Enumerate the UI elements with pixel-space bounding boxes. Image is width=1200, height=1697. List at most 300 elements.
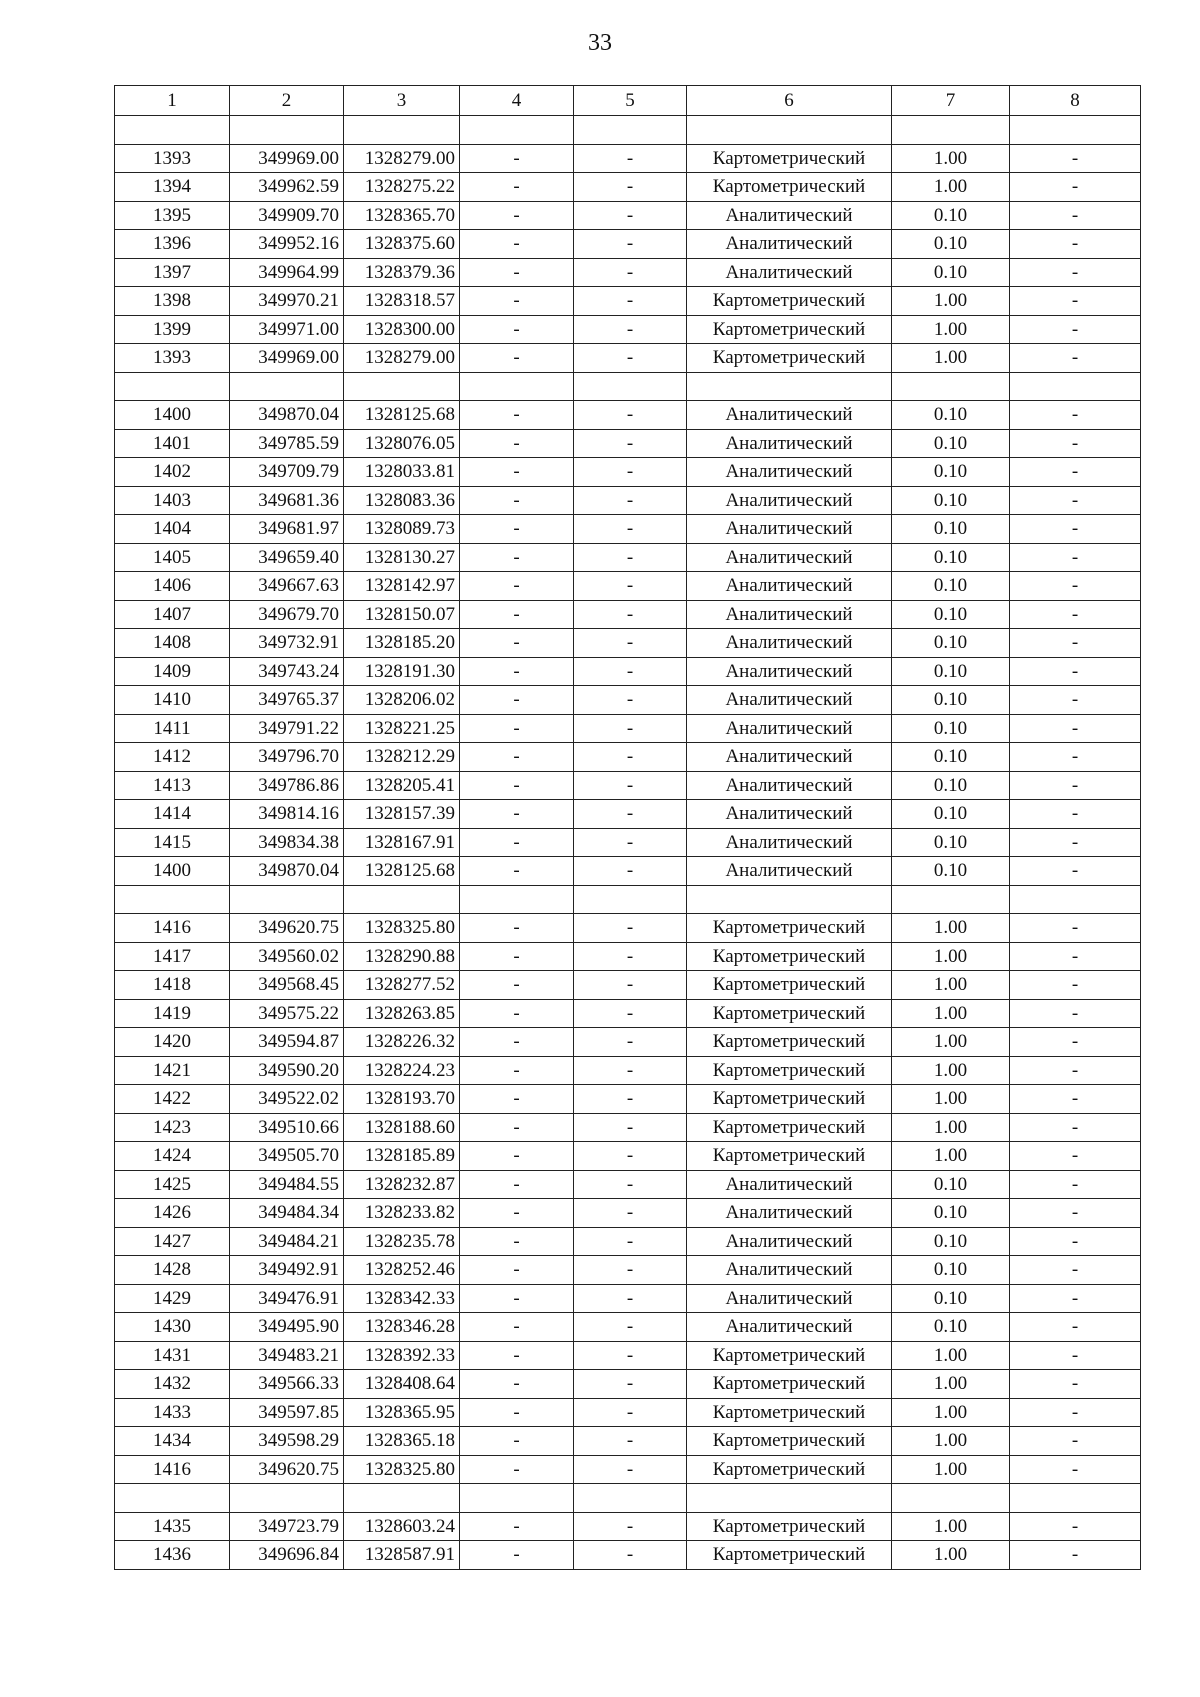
point-number-cell: 1411: [115, 714, 230, 743]
method-cell: Аналитический: [687, 486, 892, 515]
accuracy-cell: 0.10: [892, 1284, 1010, 1313]
method-cell: Картометрический: [687, 1455, 892, 1484]
method-cell: Картометрический: [687, 1427, 892, 1456]
coord-x-cell: 349870.04: [230, 401, 344, 430]
point-number-cell: 1409: [115, 657, 230, 686]
coord-x-cell: 349566.33: [230, 1370, 344, 1399]
point-number-cell: 1405: [115, 543, 230, 572]
col-5-cell: -: [574, 1170, 687, 1199]
coord-x-cell: 349786.86: [230, 771, 344, 800]
accuracy-cell: 1.00: [892, 315, 1010, 344]
point-number-cell: 1393: [115, 144, 230, 173]
col-5-cell: -: [574, 1113, 687, 1142]
point-number-cell: 1431: [115, 1341, 230, 1370]
coord-y-cell: 1328125.68: [344, 401, 460, 430]
method-cell: [687, 116, 892, 145]
accuracy-cell: [892, 1484, 1010, 1513]
col-8-cell: -: [1010, 771, 1141, 800]
col-8-cell: -: [1010, 515, 1141, 544]
col-5-cell: -: [574, 1313, 687, 1342]
table-row: [115, 1313, 1141, 1342]
page-number: 33: [588, 30, 612, 56]
coord-x-cell: 349575.22: [230, 999, 344, 1028]
col-4-cell: -: [460, 1341, 574, 1370]
col-8-cell: -: [1010, 1256, 1141, 1285]
table-row: [115, 1170, 1141, 1199]
col-4-cell: -: [460, 458, 574, 487]
method-cell: Картометрический: [687, 1113, 892, 1142]
accuracy-cell: 0.10: [892, 657, 1010, 686]
col-4-cell: -: [460, 1256, 574, 1285]
method-cell: Аналитический: [687, 657, 892, 686]
coord-y-cell: 1328083.36: [344, 486, 460, 515]
col-4-cell: -: [460, 743, 574, 772]
method-cell: [687, 372, 892, 401]
col-8-cell: -: [1010, 1313, 1141, 1342]
point-number-cell: 1400: [115, 857, 230, 886]
table-row: [115, 1142, 1141, 1171]
col-8-cell: -: [1010, 458, 1141, 487]
coord-y-cell: 1328275.22: [344, 173, 460, 202]
method-cell: Аналитический: [687, 743, 892, 772]
col-5-cell: [574, 1484, 687, 1513]
method-cell: Аналитический: [687, 686, 892, 715]
col-5-cell: -: [574, 572, 687, 601]
point-number-cell: 1424: [115, 1142, 230, 1171]
col-5-cell: -: [574, 344, 687, 373]
point-number-cell: 1421: [115, 1056, 230, 1085]
coord-y-cell: 1328193.70: [344, 1085, 460, 1114]
coord-y-cell: 1328150.07: [344, 600, 460, 629]
point-number-cell: [115, 885, 230, 914]
col-5-cell: -: [574, 258, 687, 287]
method-cell: Картометрический: [687, 1541, 892, 1570]
col-8-cell: -: [1010, 1427, 1141, 1456]
header-cell-6: 6: [687, 86, 892, 116]
coord-x-cell: 349971.00: [230, 315, 344, 344]
table-row: [115, 486, 1141, 515]
col-8-cell: -: [1010, 999, 1141, 1028]
point-number-cell: 1426: [115, 1199, 230, 1228]
accuracy-cell: 0.10: [892, 1199, 1010, 1228]
col-4-cell: -: [460, 971, 574, 1000]
coord-x-cell: 349667.63: [230, 572, 344, 601]
method-cell: Аналитический: [687, 458, 892, 487]
accuracy-cell: 0.10: [892, 771, 1010, 800]
col-4-cell: [460, 885, 574, 914]
col-8-cell: [1010, 885, 1141, 914]
col-5-cell: -: [574, 1512, 687, 1541]
col-8-cell: -: [1010, 1284, 1141, 1313]
method-cell: Аналитический: [687, 600, 892, 629]
point-number-cell: 1399: [115, 315, 230, 344]
col-4-cell: -: [460, 144, 574, 173]
col-5-cell: [574, 885, 687, 914]
col-4-cell: -: [460, 828, 574, 857]
coord-x-cell: 349743.24: [230, 657, 344, 686]
col-4-cell: -: [460, 1541, 574, 1570]
col-5-cell: -: [574, 1142, 687, 1171]
table-body: [115, 86, 1141, 1570]
coord-y-cell: 1328089.73: [344, 515, 460, 544]
accuracy-cell: 1.00: [892, 1142, 1010, 1171]
coord-y-cell: 1328233.82: [344, 1199, 460, 1228]
col-5-cell: -: [574, 486, 687, 515]
accuracy-cell: 1.00: [892, 1541, 1010, 1570]
col-4-cell: -: [460, 942, 574, 971]
coord-y-cell: 1328279.00: [344, 344, 460, 373]
point-number-cell: 1397: [115, 258, 230, 287]
accuracy-cell: 0.10: [892, 515, 1010, 544]
coord-x-cell: [230, 1484, 344, 1513]
accuracy-cell: 0.10: [892, 1170, 1010, 1199]
table-row: [115, 1085, 1141, 1114]
coord-x-cell: 349696.84: [230, 1541, 344, 1570]
method-cell: Аналитический: [687, 828, 892, 857]
method-cell: Картометрический: [687, 1028, 892, 1057]
method-cell: Картометрический: [687, 144, 892, 173]
accuracy-cell: [892, 116, 1010, 145]
table-row: [115, 1227, 1141, 1256]
point-number-cell: 1414: [115, 800, 230, 829]
table-row: [115, 315, 1141, 344]
col-8-cell: -: [1010, 429, 1141, 458]
col-4-cell: -: [460, 1028, 574, 1057]
accuracy-cell: 1.00: [892, 173, 1010, 202]
col-4-cell: -: [460, 600, 574, 629]
accuracy-cell: 1.00: [892, 942, 1010, 971]
col-5-cell: -: [574, 771, 687, 800]
col-5-cell: -: [574, 971, 687, 1000]
col-4-cell: -: [460, 486, 574, 515]
separator-row: [115, 116, 1141, 145]
col-8-cell: -: [1010, 1398, 1141, 1427]
accuracy-cell: 1.00: [892, 999, 1010, 1028]
coord-x-cell: 349814.16: [230, 800, 344, 829]
method-cell: Картометрический: [687, 914, 892, 943]
point-number-cell: [115, 116, 230, 145]
coord-y-cell: 1328142.97: [344, 572, 460, 601]
col-4-cell: -: [460, 1398, 574, 1427]
method-cell: Аналитический: [687, 1313, 892, 1342]
header-row: [115, 86, 1141, 116]
coord-y-cell: 1328226.32: [344, 1028, 460, 1057]
point-number-cell: 1432: [115, 1370, 230, 1399]
accuracy-cell: 0.10: [892, 230, 1010, 259]
table-row: [115, 572, 1141, 601]
accuracy-cell: 0.10: [892, 743, 1010, 772]
col-8-cell: -: [1010, 401, 1141, 430]
col-4-cell: -: [460, 857, 574, 886]
col-8-cell: -: [1010, 315, 1141, 344]
method-cell: Аналитический: [687, 1256, 892, 1285]
method-cell: Аналитический: [687, 771, 892, 800]
point-number-cell: 1412: [115, 743, 230, 772]
table-row: [115, 1341, 1141, 1370]
col-5-cell: -: [574, 173, 687, 202]
table-row: [115, 258, 1141, 287]
separator-row: [115, 372, 1141, 401]
col-4-cell: -: [460, 1427, 574, 1456]
col-5-cell: -: [574, 1455, 687, 1484]
point-number-cell: 1419: [115, 999, 230, 1028]
method-cell: Аналитический: [687, 1227, 892, 1256]
col-8-cell: -: [1010, 543, 1141, 572]
method-cell: Аналитический: [687, 800, 892, 829]
col-4-cell: -: [460, 1370, 574, 1399]
col-8-cell: -: [1010, 600, 1141, 629]
col-4-cell: -: [460, 629, 574, 658]
col-5-cell: -: [574, 1227, 687, 1256]
point-number-cell: 1406: [115, 572, 230, 601]
col-5-cell: -: [574, 1199, 687, 1228]
coord-y-cell: 1328279.00: [344, 144, 460, 173]
accuracy-cell: 0.10: [892, 572, 1010, 601]
coord-x-cell: 349969.00: [230, 144, 344, 173]
col-8-cell: [1010, 372, 1141, 401]
method-cell: Картометрический: [687, 315, 892, 344]
coord-x-cell: 349785.59: [230, 429, 344, 458]
table-row: [115, 1370, 1141, 1399]
col-4-cell: -: [460, 1313, 574, 1342]
accuracy-cell: 1.00: [892, 914, 1010, 943]
point-number-cell: 1413: [115, 771, 230, 800]
method-cell: [687, 1484, 892, 1513]
table-row: [115, 543, 1141, 572]
coord-x-cell: 349765.37: [230, 686, 344, 715]
col-4-cell: -: [460, 800, 574, 829]
method-cell: Картометрический: [687, 173, 892, 202]
coord-y-cell: 1328277.52: [344, 971, 460, 1000]
method-cell: Аналитический: [687, 543, 892, 572]
accuracy-cell: 0.10: [892, 828, 1010, 857]
point-number-cell: 1435: [115, 1512, 230, 1541]
coord-x-cell: 349620.75: [230, 1455, 344, 1484]
header-cell-3: 3: [344, 86, 460, 116]
col-8-cell: -: [1010, 1341, 1141, 1370]
coord-x-cell: 349590.20: [230, 1056, 344, 1085]
accuracy-cell: 1.00: [892, 1341, 1010, 1370]
col-8-cell: -: [1010, 287, 1141, 316]
header-cell-2: 2: [230, 86, 344, 116]
col-8-cell: -: [1010, 1085, 1141, 1114]
point-number-cell: 1398: [115, 287, 230, 316]
col-4-cell: -: [460, 401, 574, 430]
accuracy-cell: 0.10: [892, 629, 1010, 658]
col-8-cell: -: [1010, 1455, 1141, 1484]
table-row: [115, 857, 1141, 886]
col-8-cell: -: [1010, 201, 1141, 230]
col-4-cell: -: [460, 1227, 574, 1256]
col-8-cell: -: [1010, 230, 1141, 259]
col-8-cell: -: [1010, 743, 1141, 772]
table-row: [115, 429, 1141, 458]
coord-x-cell: 349791.22: [230, 714, 344, 743]
point-number-cell: 1418: [115, 971, 230, 1000]
header-cell-7: 7: [892, 86, 1010, 116]
method-cell: Аналитический: [687, 572, 892, 601]
point-number-cell: 1396: [115, 230, 230, 259]
col-4-cell: [460, 1484, 574, 1513]
separator-row: [115, 1484, 1141, 1513]
coord-y-cell: 1328365.70: [344, 201, 460, 230]
table-row: [115, 230, 1141, 259]
col-5-cell: -: [574, 828, 687, 857]
method-cell: Картометрический: [687, 1142, 892, 1171]
accuracy-cell: 1.00: [892, 1085, 1010, 1114]
method-cell: Картометрический: [687, 1085, 892, 1114]
col-8-cell: -: [1010, 942, 1141, 971]
coord-x-cell: 349492.91: [230, 1256, 344, 1285]
coord-y-cell: 1328185.89: [344, 1142, 460, 1171]
coord-y-cell: 1328365.18: [344, 1427, 460, 1456]
coord-x-cell: 349970.21: [230, 287, 344, 316]
coord-x-cell: 349560.02: [230, 942, 344, 971]
table-row: [115, 714, 1141, 743]
col-8-cell: -: [1010, 1028, 1141, 1057]
col-8-cell: -: [1010, 714, 1141, 743]
coord-x-cell: 349659.40: [230, 543, 344, 572]
point-number-cell: 1436: [115, 1541, 230, 1570]
point-number-cell: 1415: [115, 828, 230, 857]
accuracy-cell: 0.10: [892, 800, 1010, 829]
coord-y-cell: 1328167.91: [344, 828, 460, 857]
method-cell: Аналитический: [687, 1170, 892, 1199]
method-cell: Картометрический: [687, 1056, 892, 1085]
coord-y-cell: 1328325.80: [344, 914, 460, 943]
col-4-cell: -: [460, 1199, 574, 1228]
table-row: [115, 828, 1141, 857]
coordinates-sheet: [114, 85, 1141, 1570]
col-8-cell: -: [1010, 1512, 1141, 1541]
col-4-cell: -: [460, 1455, 574, 1484]
coord-y-cell: 1328587.91: [344, 1541, 460, 1570]
col-4-cell: [460, 372, 574, 401]
col-8-cell: -: [1010, 800, 1141, 829]
accuracy-cell: 1.00: [892, 1455, 1010, 1484]
coord-x-cell: 349597.85: [230, 1398, 344, 1427]
col-4-cell: -: [460, 657, 574, 686]
coord-y-cell: [344, 116, 460, 145]
coord-x-cell: [230, 885, 344, 914]
col-5-cell: -: [574, 201, 687, 230]
col-4-cell: -: [460, 429, 574, 458]
col-4-cell: [460, 116, 574, 145]
point-number-cell: 1425: [115, 1170, 230, 1199]
col-4-cell: -: [460, 1512, 574, 1541]
col-5-cell: -: [574, 657, 687, 686]
point-number-cell: 1410: [115, 686, 230, 715]
col-8-cell: -: [1010, 686, 1141, 715]
table-row: [115, 515, 1141, 544]
col-8-cell: -: [1010, 629, 1141, 658]
col-8-cell: -: [1010, 657, 1141, 686]
col-4-cell: -: [460, 771, 574, 800]
header-cell-4: 4: [460, 86, 574, 116]
accuracy-cell: 0.10: [892, 1256, 1010, 1285]
coord-y-cell: 1328157.39: [344, 800, 460, 829]
method-cell: Аналитический: [687, 1199, 892, 1228]
table-row: [115, 1199, 1141, 1228]
table-row: [115, 144, 1141, 173]
accuracy-cell: [892, 372, 1010, 401]
coord-x-cell: 349594.87: [230, 1028, 344, 1057]
accuracy-cell: 1.00: [892, 971, 1010, 1000]
accuracy-cell: 1.00: [892, 144, 1010, 173]
table-row: [115, 600, 1141, 629]
accuracy-cell: 1.00: [892, 1056, 1010, 1085]
col-5-cell: -: [574, 800, 687, 829]
col-5-cell: -: [574, 1398, 687, 1427]
coord-y-cell: 1328392.33: [344, 1341, 460, 1370]
table-row: [115, 629, 1141, 658]
method-cell: Картометрический: [687, 344, 892, 373]
coordinates-table: [114, 85, 1141, 1570]
coord-y-cell: 1328342.33: [344, 1284, 460, 1313]
col-4-cell: -: [460, 258, 574, 287]
coord-x-cell: 349510.66: [230, 1113, 344, 1142]
coord-y-cell: 1328191.30: [344, 657, 460, 686]
col-4-cell: -: [460, 999, 574, 1028]
point-number-cell: 1417: [115, 942, 230, 971]
col-5-cell: -: [574, 287, 687, 316]
table-row: [115, 999, 1141, 1028]
point-number-cell: 1394: [115, 173, 230, 202]
accuracy-cell: 0.10: [892, 543, 1010, 572]
coord-x-cell: 349732.91: [230, 629, 344, 658]
method-cell: Аналитический: [687, 515, 892, 544]
col-8-cell: -: [1010, 486, 1141, 515]
method-cell: Картометрический: [687, 942, 892, 971]
method-cell: Аналитический: [687, 429, 892, 458]
coord-y-cell: 1328300.00: [344, 315, 460, 344]
col-8-cell: -: [1010, 1056, 1141, 1085]
col-8-cell: -: [1010, 1370, 1141, 1399]
coord-y-cell: 1328232.87: [344, 1170, 460, 1199]
col-5-cell: -: [574, 1427, 687, 1456]
col-5-cell: -: [574, 914, 687, 943]
header-cell-8: 8: [1010, 86, 1141, 116]
table-row: [115, 743, 1141, 772]
coord-y-cell: 1328185.20: [344, 629, 460, 658]
col-8-cell: -: [1010, 1199, 1141, 1228]
method-cell: Картометрический: [687, 287, 892, 316]
coord-y-cell: 1328318.57: [344, 287, 460, 316]
coord-y-cell: 1328290.88: [344, 942, 460, 971]
accuracy-cell: 0.10: [892, 458, 1010, 487]
col-4-cell: -: [460, 1085, 574, 1114]
col-5-cell: -: [574, 144, 687, 173]
coord-y-cell: 1328263.85: [344, 999, 460, 1028]
table-row: [115, 344, 1141, 373]
col-5-cell: -: [574, 1256, 687, 1285]
coord-y-cell: 1328206.02: [344, 686, 460, 715]
point-number-cell: 1400: [115, 401, 230, 430]
coord-x-cell: 349723.79: [230, 1512, 344, 1541]
col-5-cell: -: [574, 1056, 687, 1085]
col-4-cell: -: [460, 315, 574, 344]
method-cell: [687, 885, 892, 914]
coord-y-cell: 1328365.95: [344, 1398, 460, 1427]
accuracy-cell: 0.10: [892, 686, 1010, 715]
col-5-cell: -: [574, 629, 687, 658]
col-5-cell: -: [574, 429, 687, 458]
coord-y-cell: 1328205.41: [344, 771, 460, 800]
coord-x-cell: 349484.34: [230, 1199, 344, 1228]
accuracy-cell: 0.10: [892, 1227, 1010, 1256]
coord-x-cell: 349484.55: [230, 1170, 344, 1199]
coord-y-cell: 1328076.05: [344, 429, 460, 458]
